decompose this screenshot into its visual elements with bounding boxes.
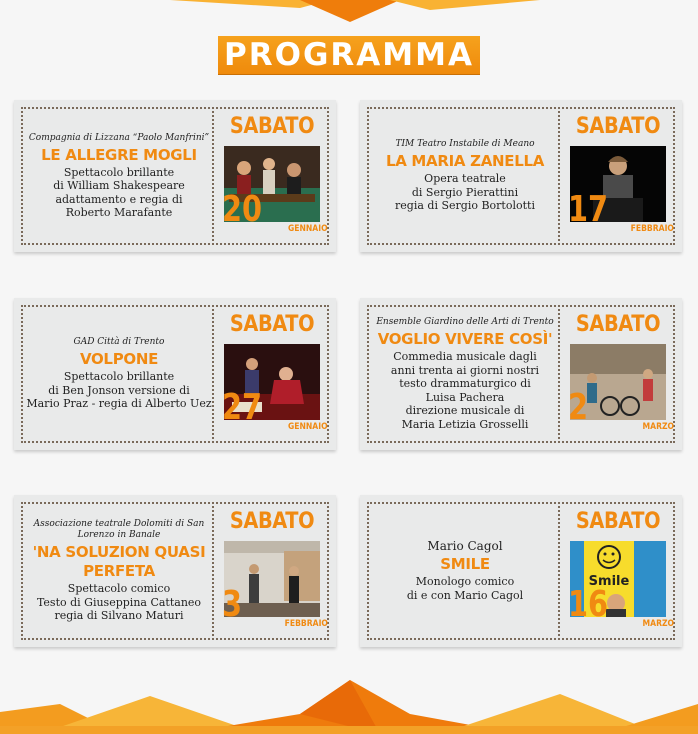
- event-company: Associazione teatrale Dolomiti di San Lorenzo in Banale: [33, 519, 205, 541]
- event-description-line: anni trenta ai giorni nostri: [390, 363, 540, 377]
- event-description-line: direzione musicale di: [405, 404, 525, 417]
- event-ticket: [360, 495, 682, 647]
- event-description-line: Spettacolo brillante: [63, 165, 175, 179]
- event-day-number: 20: [222, 189, 263, 230]
- event-info: [372, 110, 558, 242]
- event-day-number: 3: [222, 584, 243, 625]
- event-ticket: [14, 298, 336, 450]
- event-day-name: SABATO: [575, 312, 661, 337]
- event-day-number: 27: [222, 387, 263, 428]
- event-description-line: di William Shakespeare: [53, 179, 185, 192]
- event-day-name: SABATO: [575, 114, 661, 139]
- event-description-line: adattamento e regia di: [55, 192, 183, 206]
- event-month: MARZO: [642, 422, 674, 432]
- event-info: [26, 308, 212, 440]
- event-description-line: Monologo comico: [415, 575, 515, 589]
- event-company: GAD Città di Trento: [73, 337, 165, 348]
- event-company: Ensemble Giardino delle Arti di Trento: [376, 317, 554, 327]
- event-date: [560, 308, 676, 442]
- event-description-line: Spettacolo comico: [67, 582, 171, 596]
- event-day-name: SABATO: [229, 509, 315, 534]
- event-description-line: regia di Silvano Maturi: [54, 609, 184, 623]
- event-ticket: [360, 100, 682, 252]
- poster-text: Smile: [588, 574, 630, 589]
- event-description-line: Commedia musicale dagli: [393, 350, 537, 363]
- event-description-line: Mario Praz - regia di Alberto Uez: [26, 397, 212, 411]
- event-date: [214, 110, 330, 244]
- event-description-line: Luisa Pachera: [425, 390, 505, 404]
- event-month: GENNAIO: [288, 422, 328, 432]
- event-company: TIM Teatro Instabile di Meano: [395, 139, 535, 150]
- event-description-line: Spettacolo brillante: [63, 370, 175, 384]
- event-info: [372, 505, 558, 637]
- event-description-line: Maria Letizia Grosselli: [401, 417, 529, 431]
- event-info: [26, 110, 212, 242]
- event-presenter: Mario Cagol: [427, 538, 503, 553]
- event-info: [26, 505, 212, 637]
- event-date: [214, 505, 330, 639]
- event-day-name: SABATO: [229, 312, 315, 337]
- event-month: MARZO: [642, 619, 674, 629]
- event-title: LE ALLEGRE MOGLI: [41, 145, 197, 164]
- event-date: [560, 505, 676, 639]
- event-info: [372, 308, 558, 440]
- event-month: GENNAIO: [288, 224, 328, 234]
- event-ticket: [360, 298, 682, 450]
- event-day-number: 16: [568, 584, 609, 625]
- event-title: VOGLIO VIVERE COSÌ': [377, 330, 553, 348]
- footer-decoration: [0, 674, 698, 734]
- event-day-name: SABATO: [229, 114, 315, 139]
- event-description-line: Testo di Giuseppina Cattaneo: [36, 595, 202, 609]
- event-date: [560, 110, 676, 244]
- header-decoration: [0, 0, 698, 28]
- event-title: LA MARIA ZANELLA: [385, 152, 545, 171]
- event-description-line: regia di Sergio Bortolotti: [395, 199, 535, 213]
- event-description-line: Roberto Marafante: [65, 206, 173, 219]
- programma-title-wrap: [0, 36, 698, 76]
- event-description-line: di Ben Jonson versione di: [48, 383, 190, 397]
- event-day-name: SABATO: [575, 509, 661, 534]
- event-description-line: Opera teatrale: [424, 172, 506, 186]
- event-month: FEBBRAIO: [284, 619, 328, 629]
- event-company: Compagnia di Lizzana “Paolo Manfrini”: [28, 132, 210, 143]
- page-title: PROGRAMMA: [218, 36, 480, 74]
- event-title: VOLPONE: [79, 350, 159, 369]
- event-day-number: 17: [568, 189, 609, 230]
- event-title: SMILE: [440, 555, 490, 574]
- event-description-line: di Sergio Pierattini: [411, 185, 519, 199]
- event-title: 'NA SOLUZION QUASI PERFETA: [32, 543, 206, 581]
- event-ticket: [14, 495, 336, 647]
- event-month: FEBBRAIO: [630, 224, 674, 234]
- event-day-number: 2: [568, 387, 589, 428]
- event-ticket: [14, 100, 336, 252]
- event-description-line: di e con Mario Cagol: [406, 588, 524, 602]
- event-date: [214, 308, 330, 442]
- event-description-line: testo drammaturgico di: [399, 377, 531, 390]
